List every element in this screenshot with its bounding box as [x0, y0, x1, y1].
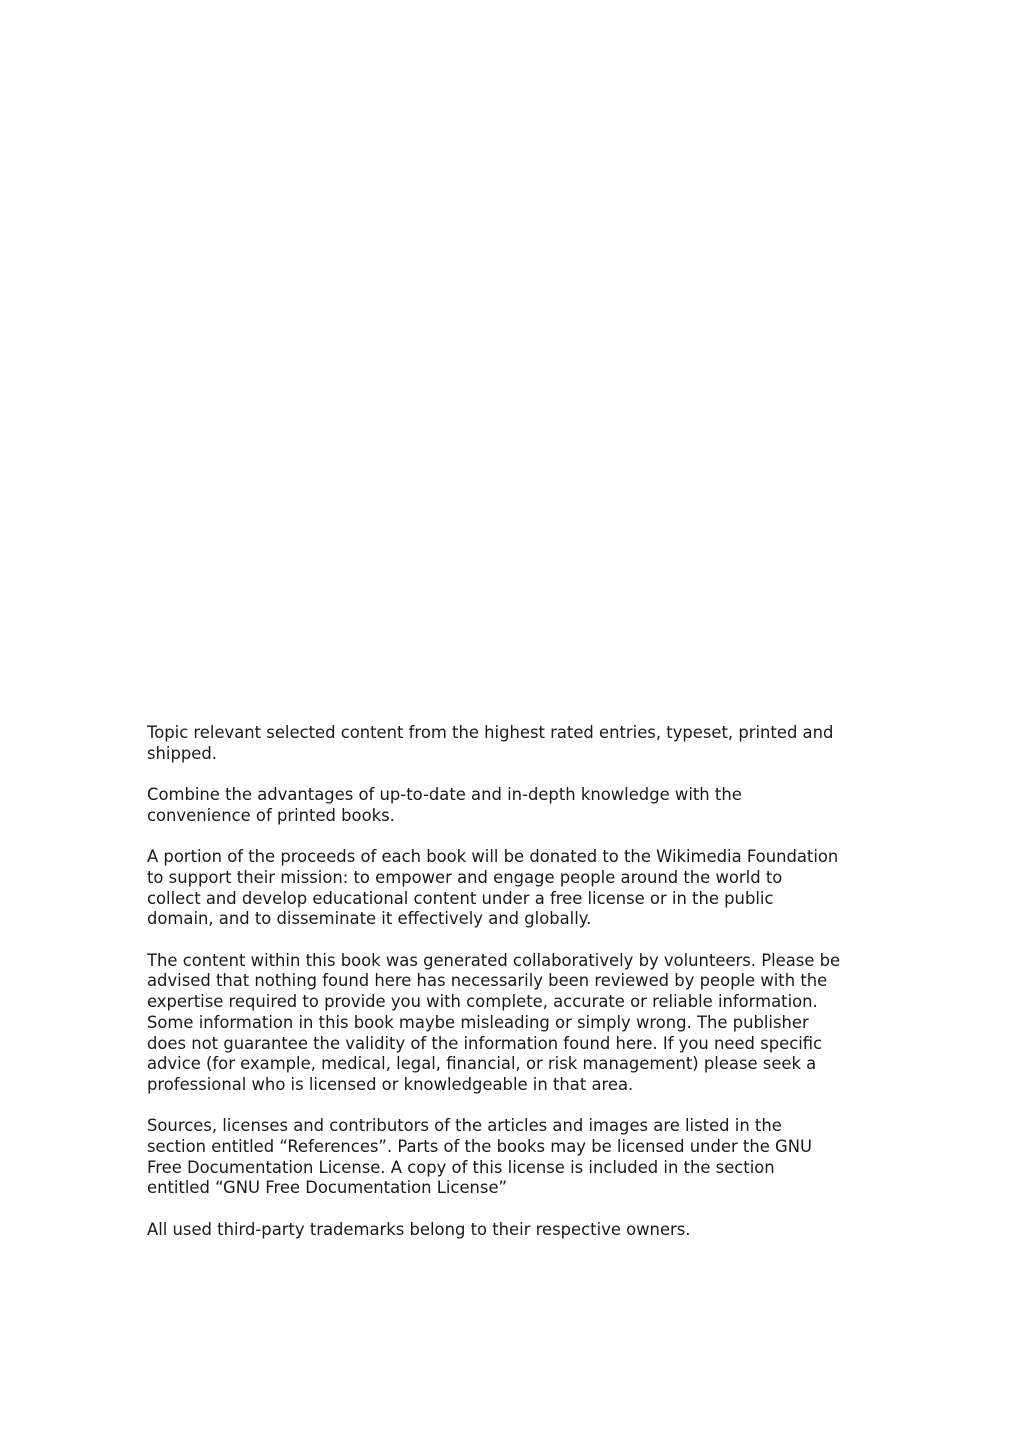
text-line: Topic relevant selected content from the highest rated entries, typeset, printed and	[147, 723, 834, 742]
imprint-text-block	[147, 723, 887, 1261]
text-line: collect and develop educational content under a free license or in the public	[147, 888, 774, 908]
text-line: to support their mission: to empower and engage people around the world to	[147, 867, 783, 887]
text-line: advised that nothing found here has necessarily been reviewed by people with the	[147, 971, 828, 991]
paragraph-content-selection	[147, 723, 887, 764]
paragraph-advantages	[147, 785, 887, 826]
text-line: shipped.	[147, 743, 217, 763]
paragraph-sources-licenses	[147, 1116, 887, 1199]
text-line: Combine the advantages of up-to-date and in-depth knowledge with the	[147, 785, 742, 805]
text-line: domain, and to disseminate it effectively and globally.	[147, 909, 592, 929]
text-line: Sources, licenses and contributors of the articles and images are listed in the	[147, 1116, 782, 1136]
text-line: entitled “GNU Free Documentation License”	[147, 1178, 508, 1198]
text-line: A portion of the proceeds of each book will be donated to the Wikimedia Foundation	[147, 847, 839, 867]
paragraph-trademarks	[147, 1220, 887, 1241]
paragraph-disclaimer	[147, 951, 887, 1096]
paragraph-wikimedia-donation	[147, 847, 887, 930]
text-line: All used third-party trademarks belong to their respective owners.	[147, 1219, 691, 1239]
text-line: does not guarantee the validity of the information found here. If you need specific	[147, 1033, 823, 1053]
text-line: Free Documentation License. A copy of this license is included in the section	[147, 1157, 775, 1177]
text-line: expertise required to provide you with complete, accurate or reliable information.	[147, 992, 818, 1012]
text-line: advice (for example, medical, legal, financial, or risk management) please seek a	[147, 1054, 817, 1074]
text-line: section entitled “References”. Parts of the books may be licensed under the GNU	[147, 1137, 813, 1156]
text-line: convenience of printed books.	[147, 805, 395, 825]
text-line: professional who is licensed or knowledgeable in that area.	[147, 1074, 634, 1094]
text-line: Some information in this book maybe misleading or simply wrong. The publisher	[147, 1012, 809, 1032]
text-line: The content within this book was generated collaboratively by volunteers. Please be	[147, 950, 841, 970]
